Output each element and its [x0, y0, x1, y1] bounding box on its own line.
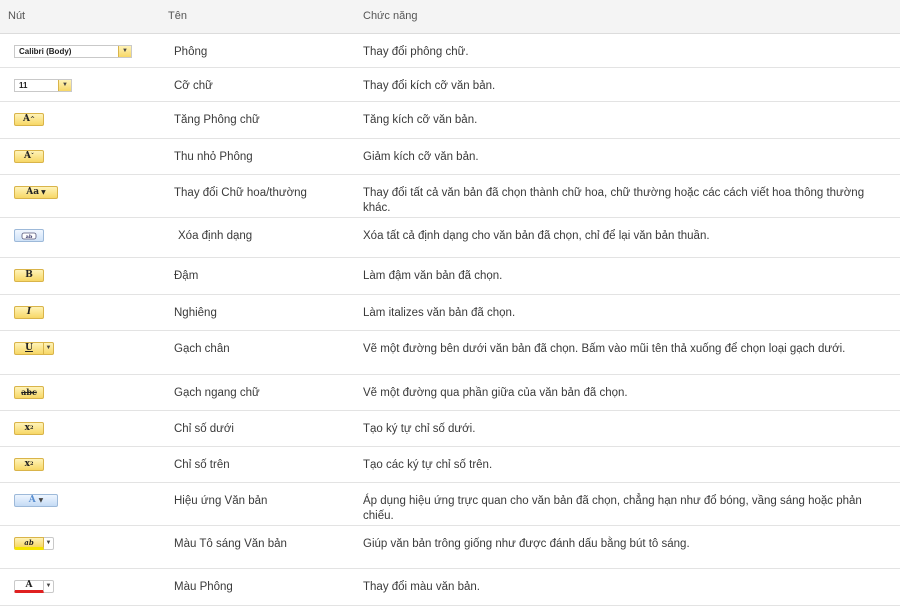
superscript-icon[interactable]: x 2	[14, 458, 44, 471]
table-row	[0, 411, 900, 447]
row-function: Giảm kích cỡ văn bản.	[363, 151, 479, 163]
row-function: Làm đậm văn bản đã chọn.	[363, 270, 503, 282]
text-effects-icon[interactable]: A ▼	[14, 494, 58, 507]
table-row	[0, 375, 900, 411]
table-header	[0, 0, 900, 34]
highlight-color-icon[interactable]: ab ▼	[14, 537, 54, 550]
row-name: Hiệu ứng Văn bản	[174, 495, 268, 507]
row-function: Áp dụng hiệu ứng trực quan cho văn bản đã chọn, chẳng hạn như đổ bóng, vầng sáng hoặc phản chiếu.	[363, 495, 862, 522]
table-row	[0, 218, 900, 258]
row-name: Tăng Phông chữ	[174, 114, 260, 126]
row-name: Gạch ngang chữ	[174, 387, 260, 399]
row-name: Phông	[174, 46, 208, 58]
table-row	[0, 34, 900, 68]
table-row	[0, 139, 900, 175]
clear-formatting-icon[interactable]	[14, 229, 44, 242]
header-name: Tên	[168, 10, 187, 22]
underline-icon[interactable]: U ▼	[14, 342, 54, 355]
row-function: Tạo ký tự chỉ số dưới.	[363, 423, 476, 435]
row-name: Gạch chân	[174, 343, 230, 355]
table-row	[0, 569, 900, 606]
row-function: Xóa tất cả định dạng cho văn bản đã chọn, chỉ để lại văn bản thuần.	[363, 230, 710, 242]
row-name: Màu Phông	[174, 581, 233, 593]
row-function: Thay đổi màu văn bản.	[363, 581, 480, 593]
table-row	[0, 175, 900, 218]
row-function: Làm italizes văn bản đã chọn.	[363, 307, 516, 319]
chevron-down-icon: ▼	[58, 80, 71, 91]
strikethrough-icon[interactable]: abc	[14, 386, 44, 399]
row-function: Vẽ một đường qua phần giữa của văn bản đã chọn.	[363, 387, 628, 399]
chevron-down-icon: ▼	[118, 46, 131, 57]
table-row	[0, 331, 900, 375]
chevron-down-icon[interactable]: ▼	[44, 537, 54, 550]
row-name: Màu Tô sáng Văn bản	[174, 538, 287, 550]
table-row	[0, 68, 900, 102]
row-function: Thay đổi kích cỡ văn bản.	[363, 80, 496, 92]
font-size-combo-icon[interactable]: 11 ▼	[14, 79, 72, 92]
shrink-font-icon[interactable]: A ˇ	[14, 150, 44, 163]
grow-font-icon[interactable]: A ^	[14, 113, 44, 126]
subscript-icon[interactable]: x 2	[14, 422, 44, 435]
row-name: Chỉ số trên	[174, 459, 230, 471]
chevron-down-icon[interactable]: ▼	[44, 580, 54, 593]
chevron-down-icon[interactable]: ▼	[44, 342, 54, 355]
row-name: Thay đổi Chữ hoa/thường	[174, 187, 307, 199]
table-row	[0, 102, 900, 139]
row-function: Giúp văn bản trông giống như được đánh dấu bằng bút tô sáng.	[363, 538, 690, 550]
table-row	[0, 295, 900, 331]
table-row	[0, 258, 900, 295]
header-button: Nút	[8, 10, 26, 22]
row-name: Xóa định dạng	[178, 230, 253, 242]
svg-text:ab: ab	[25, 233, 33, 240]
row-function: Vẽ một đường bên dưới văn bản đã chọn. Bấm vào mũi tên thả xuống để chọn loại gạch dưới.	[363, 343, 846, 355]
eraser-icon	[20, 231, 38, 241]
row-function: Tạo các ký tự chỉ số trên.	[363, 459, 493, 471]
font-combo-icon[interactable]: Calibri (Body) ▼	[14, 45, 132, 58]
row-name: Đậm	[174, 270, 199, 282]
bold-icon[interactable]: B	[14, 269, 44, 282]
row-function: Tăng kích cỡ văn bản.	[363, 114, 478, 126]
row-function: Thay đổi tất cả văn bản đã chọn thành chữ hoa, chữ thường hoặc các cách viết hoa thông thường khác.	[363, 187, 865, 214]
font-color-icon[interactable]: A ▼	[14, 580, 54, 593]
table-row	[0, 483, 900, 526]
header-function: Chức năng	[363, 10, 418, 22]
row-function: Thay đổi phông chữ.	[363, 46, 469, 58]
row-name: Thu nhỏ Phông	[174, 151, 253, 163]
table-row	[0, 447, 900, 483]
table-row	[0, 526, 900, 569]
italic-icon[interactable]: I	[14, 306, 44, 319]
change-case-icon[interactable]: Aa ▼	[14, 186, 58, 199]
row-name: Nghiêng	[174, 307, 217, 319]
row-name: Chỉ số dưới	[174, 423, 234, 435]
row-name: Cỡ chữ	[174, 80, 213, 92]
